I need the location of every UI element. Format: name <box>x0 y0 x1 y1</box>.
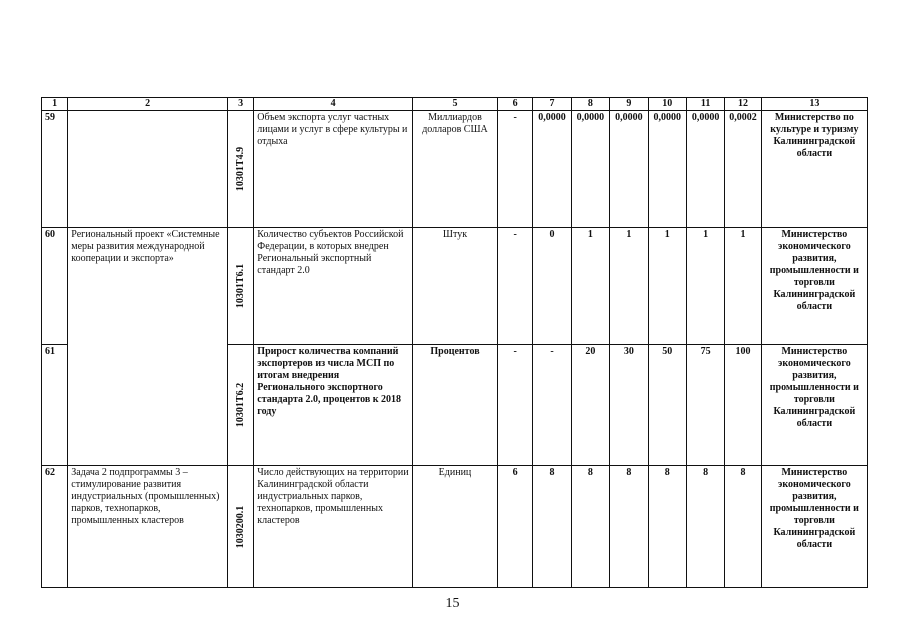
column-header: 8 <box>571 98 609 111</box>
row-number: 62 <box>42 466 68 588</box>
column-header: 12 <box>725 98 761 111</box>
value-cell: 1 <box>686 228 724 345</box>
indicator-code: 10301T6.1 <box>234 263 246 309</box>
value-cell: 100 <box>725 345 761 466</box>
task-cell: Задача 2 подпрограммы 3 – стимулирование развития индустриальных (промышленных) парков, технопарков, промышленных кластеров <box>68 466 228 588</box>
value-cell: 1 <box>648 228 686 345</box>
responsible-cell: Министерство экономического развития, промышленности и торговли Калининградской области <box>761 466 867 588</box>
value-cell: 8 <box>571 466 609 588</box>
value-cell: 0 <box>533 228 571 345</box>
unit-cell: Штук <box>413 228 498 345</box>
column-header: 3 <box>228 98 254 111</box>
value-cell: 0,0000 <box>610 111 648 228</box>
value-cell: 30 <box>610 345 648 466</box>
value-cell: 8 <box>648 466 686 588</box>
column-header: 1 <box>42 98 68 111</box>
value-cell: - <box>497 345 532 466</box>
value-cell: 0,0000 <box>686 111 724 228</box>
value-cell: 20 <box>571 345 609 466</box>
row-number: 60 <box>42 228 68 345</box>
indicator-cell: Прирост количества компаний экспортеров из числа МСП по итогам внедрения Регионального экспортного стандарта 2.0, процентов к 2018 году <box>254 345 413 466</box>
value-cell: 0,0000 <box>648 111 686 228</box>
responsible-cell: Министерство экономического развития, промышленности и торговли Калининградской области <box>761 345 867 466</box>
column-header: 7 <box>533 98 571 111</box>
column-header: 2 <box>68 98 228 111</box>
unit-cell: Процентов <box>413 345 498 466</box>
indicator-code: 10301T4.9 <box>234 146 246 192</box>
responsible-cell: Министерство по культуре и туризму Калининградской области <box>761 111 867 228</box>
column-header: 10 <box>648 98 686 111</box>
indicators-table <box>41 97 868 588</box>
responsible-cell: Министерство экономического развития, промышленности и торговли Калининградской области <box>761 228 867 345</box>
value-cell: 8 <box>610 466 648 588</box>
value-cell: 8 <box>686 466 724 588</box>
header-row <box>42 98 868 111</box>
row-number: 59 <box>42 111 68 228</box>
page-number: 15 <box>445 596 460 611</box>
task-cell <box>68 111 228 228</box>
unit-cell: Единиц <box>413 466 498 588</box>
value-cell: 75 <box>686 345 724 466</box>
value-cell: 1 <box>725 228 761 345</box>
column-header: 5 <box>413 98 498 111</box>
column-header: 11 <box>686 98 724 111</box>
row-number: 61 <box>42 345 68 466</box>
column-header: 6 <box>497 98 532 111</box>
value-cell: 1 <box>571 228 609 345</box>
table-row <box>42 466 868 588</box>
indicator-code-cell <box>228 111 254 228</box>
value-cell: - <box>497 228 532 345</box>
value-cell: 0,0000 <box>571 111 609 228</box>
column-header: 9 <box>610 98 648 111</box>
indicator-code-cell <box>228 345 254 466</box>
indicator-code: 1030200.1 <box>234 505 246 548</box>
value-cell: 0,0000 <box>533 111 571 228</box>
value-cell: - <box>533 345 571 466</box>
column-header: 4 <box>254 98 413 111</box>
unit-cell: Миллиардов долларов США <box>413 111 498 228</box>
value-cell: 1 <box>610 228 648 345</box>
indicator-code: 10301T6.2 <box>234 382 246 428</box>
value-cell: 6 <box>497 466 532 588</box>
value-cell: 0,0002 <box>725 111 761 228</box>
value-cell: 8 <box>725 466 761 588</box>
value-cell: 50 <box>648 345 686 466</box>
table-row <box>42 111 868 228</box>
column-header: 13 <box>761 98 867 111</box>
indicator-code-cell <box>228 228 254 345</box>
indicator-code-cell <box>228 466 254 588</box>
indicator-cell: Количество субъектов Российской Федерации, в которых внедрен Региональный экспортный стандарт 2.0 <box>254 228 413 345</box>
value-cell: 8 <box>533 466 571 588</box>
value-cell: - <box>497 111 532 228</box>
indicator-cell: Объем экспорта услуг частных лицами и услуг в сфере культуры и отдыха <box>254 111 413 228</box>
task-cell: Региональный проект «Системные меры развития международной кооперации и экспорта» <box>68 228 228 466</box>
table-row <box>42 228 868 345</box>
indicator-cell: Число действующих на территории Калининградской области индустриальных парков, технопарков, промышленных кластеров <box>254 466 413 588</box>
